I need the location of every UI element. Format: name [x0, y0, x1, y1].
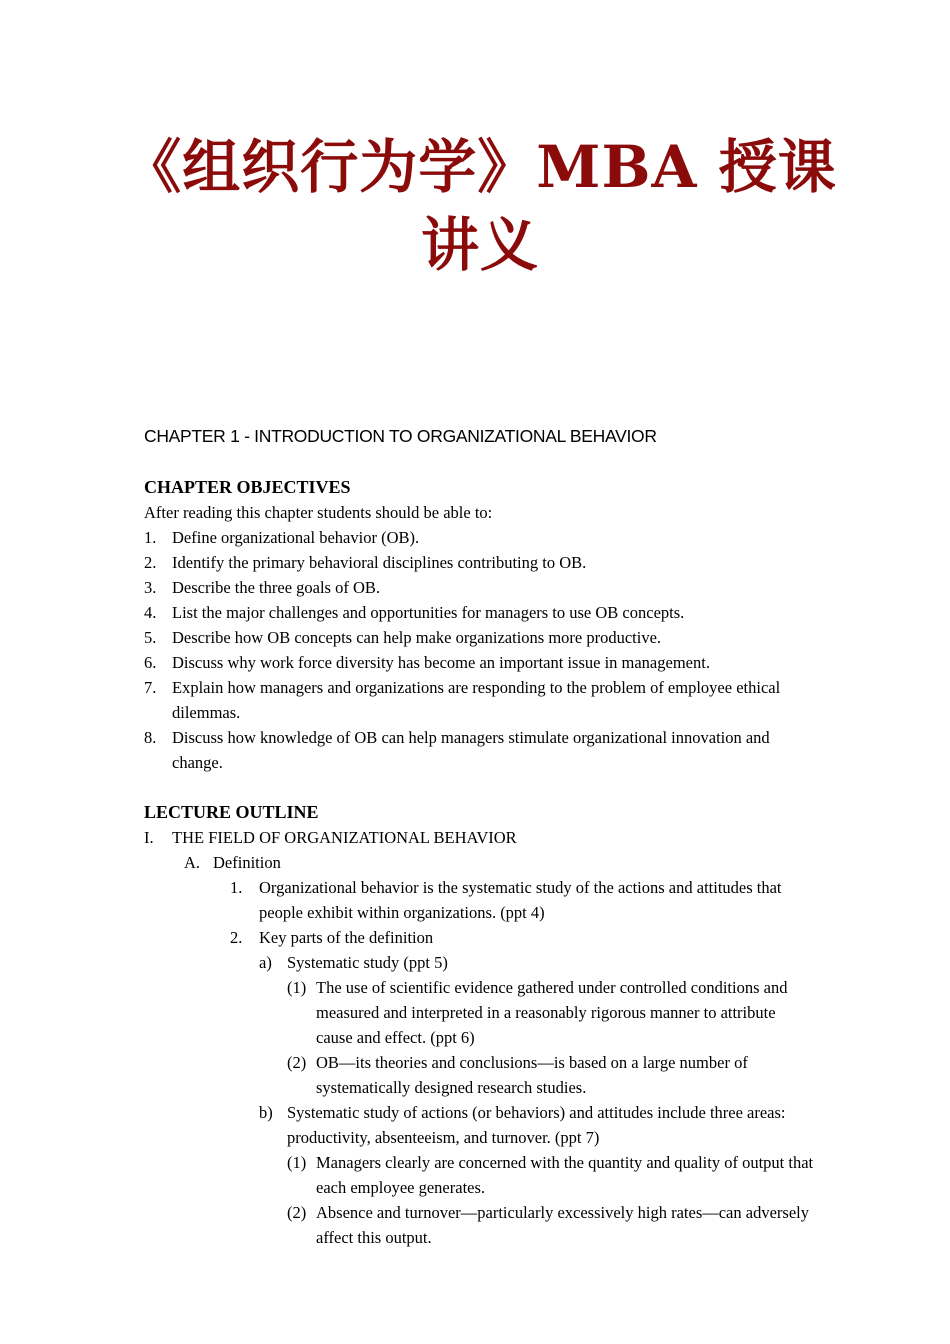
detail-text: each employee generates.: [316, 1178, 486, 1197]
outline-point: [144, 875, 864, 900]
outline-detail: [144, 1200, 864, 1225]
outline-detail: [144, 1050, 864, 1075]
outline-point: [144, 925, 864, 950]
objective-text: List the major challenges and opportunities for managers to use OB concepts.: [172, 603, 685, 622]
objective-number: 8.: [144, 728, 157, 747]
detail-text: Managers clearly are concerned with the quantity and quality of output that: [316, 1153, 814, 1172]
objective-item: [144, 600, 864, 625]
detail-text: The use of scientific evidence gathered under controlled conditions and: [316, 978, 788, 997]
objective-text: Describe the three goals of OB.: [172, 578, 381, 597]
detail-text: affect this output.: [316, 1228, 432, 1247]
outline-detail-continuation: [144, 1075, 864, 1100]
objective-text: Discuss how knowledge of OB can help managers stimulate organizational innovation and: [172, 728, 770, 747]
objective-number: 3.: [144, 578, 157, 597]
outline-subsection: [144, 850, 864, 875]
subpoint-marker: b): [259, 1103, 273, 1122]
objective-continuation: [144, 750, 864, 775]
detail-marker: (1): [287, 1153, 307, 1172]
detail-text: Absence and turnover—particularly excessively high rates—can adversely: [316, 1203, 809, 1222]
outline-detail-continuation: [144, 1000, 864, 1025]
outline-detail: [144, 1150, 864, 1175]
objective-number: 1.: [144, 528, 157, 547]
outline-subpoint: [144, 1100, 864, 1125]
objective-item: [144, 675, 864, 700]
objective-continuation: [144, 700, 864, 725]
objective-number: 7.: [144, 678, 157, 697]
objective-text: Explain how managers and organizations are responding to the problem of employee ethical: [172, 678, 781, 697]
outline-subpoint: [144, 950, 864, 975]
section-text: THE FIELD OF ORGANIZATIONAL BEHAVIOR: [172, 828, 517, 847]
point-text: Organizational behavior is the systematic study of the actions and attitudes that: [259, 878, 782, 897]
objectives-intro: After reading this chapter students should be able to:: [144, 503, 493, 522]
objective-item: [144, 650, 864, 675]
outline-subpoint-continuation: [144, 1125, 864, 1150]
objective-number: 6.: [144, 653, 157, 672]
detail-text: cause and effect. (ppt 6): [316, 1028, 475, 1047]
objective-item: [144, 575, 864, 600]
document-body: [144, 475, 864, 1250]
objective-number: 2.: [144, 553, 157, 572]
section-marker: I.: [144, 828, 154, 847]
objective-item: [144, 525, 864, 550]
detail-text: systematically designed research studies.: [316, 1078, 587, 1097]
detail-marker: (1): [287, 978, 307, 997]
subpoint-text: productivity, absenteeism, and turnover. (ppt 7): [287, 1128, 600, 1147]
outline-point-continuation: [144, 900, 864, 925]
subsection-marker: A.: [184, 853, 201, 872]
objective-item: [144, 725, 864, 750]
objective-text: Identify the primary behavioral disciplines contributing to OB.: [172, 553, 587, 572]
spacer: [144, 775, 864, 800]
outline-heading: LECTURE OUTLINE: [144, 802, 319, 822]
objective-text: Describe how OB concepts can help make organizations more productive.: [172, 628, 662, 647]
objective-text: dilemmas.: [172, 703, 241, 722]
objective-text: Discuss why work force diversity has become an important issue in management.: [172, 653, 710, 672]
point-text: people exhibit within organizations. (ppt 4): [259, 903, 545, 922]
detail-text: measured and interpreted in a reasonably rigorous manner to attribute: [316, 1003, 776, 1022]
objective-number: 4.: [144, 603, 157, 622]
subsection-text: Definition: [213, 853, 281, 872]
objective-text: Define organizational behavior (OB).: [172, 528, 420, 547]
objective-item: [144, 625, 864, 650]
objective-item: [144, 550, 864, 575]
subpoint-text: Systematic study of actions (or behaviors) and attitudes include three areas:: [287, 1103, 786, 1122]
document-title: [120, 128, 840, 284]
chapter-heading: CHAPTER 1 - INTRODUCTION TO ORGANIZATIONAL BEHAVIOR: [144, 426, 657, 446]
outline-section: [144, 825, 864, 850]
outline-detail-continuation: [144, 1225, 864, 1250]
objectives-heading: CHAPTER OBJECTIVES: [144, 477, 351, 497]
point-marker: 1.: [230, 878, 243, 897]
outline-detail-continuation: [144, 1175, 864, 1200]
point-marker: 2.: [230, 928, 243, 947]
detail-marker: (2): [287, 1203, 307, 1222]
detail-text: OB—its theories and conclusions—is based on a large number of: [316, 1053, 748, 1072]
title-line-2: 讲义: [420, 211, 539, 279]
subpoint-text: Systematic study (ppt 5): [287, 953, 448, 972]
outline-detail: [144, 975, 864, 1000]
objective-text: change.: [172, 753, 223, 772]
subpoint-marker: a): [259, 953, 272, 972]
outline-detail-continuation: [144, 1025, 864, 1050]
title-line-1: 《组织行为学》MBA 授课: [123, 133, 837, 201]
point-text: Key parts of the definition: [259, 928, 434, 947]
objective-number: 5.: [144, 628, 157, 647]
detail-marker: (2): [287, 1053, 307, 1072]
